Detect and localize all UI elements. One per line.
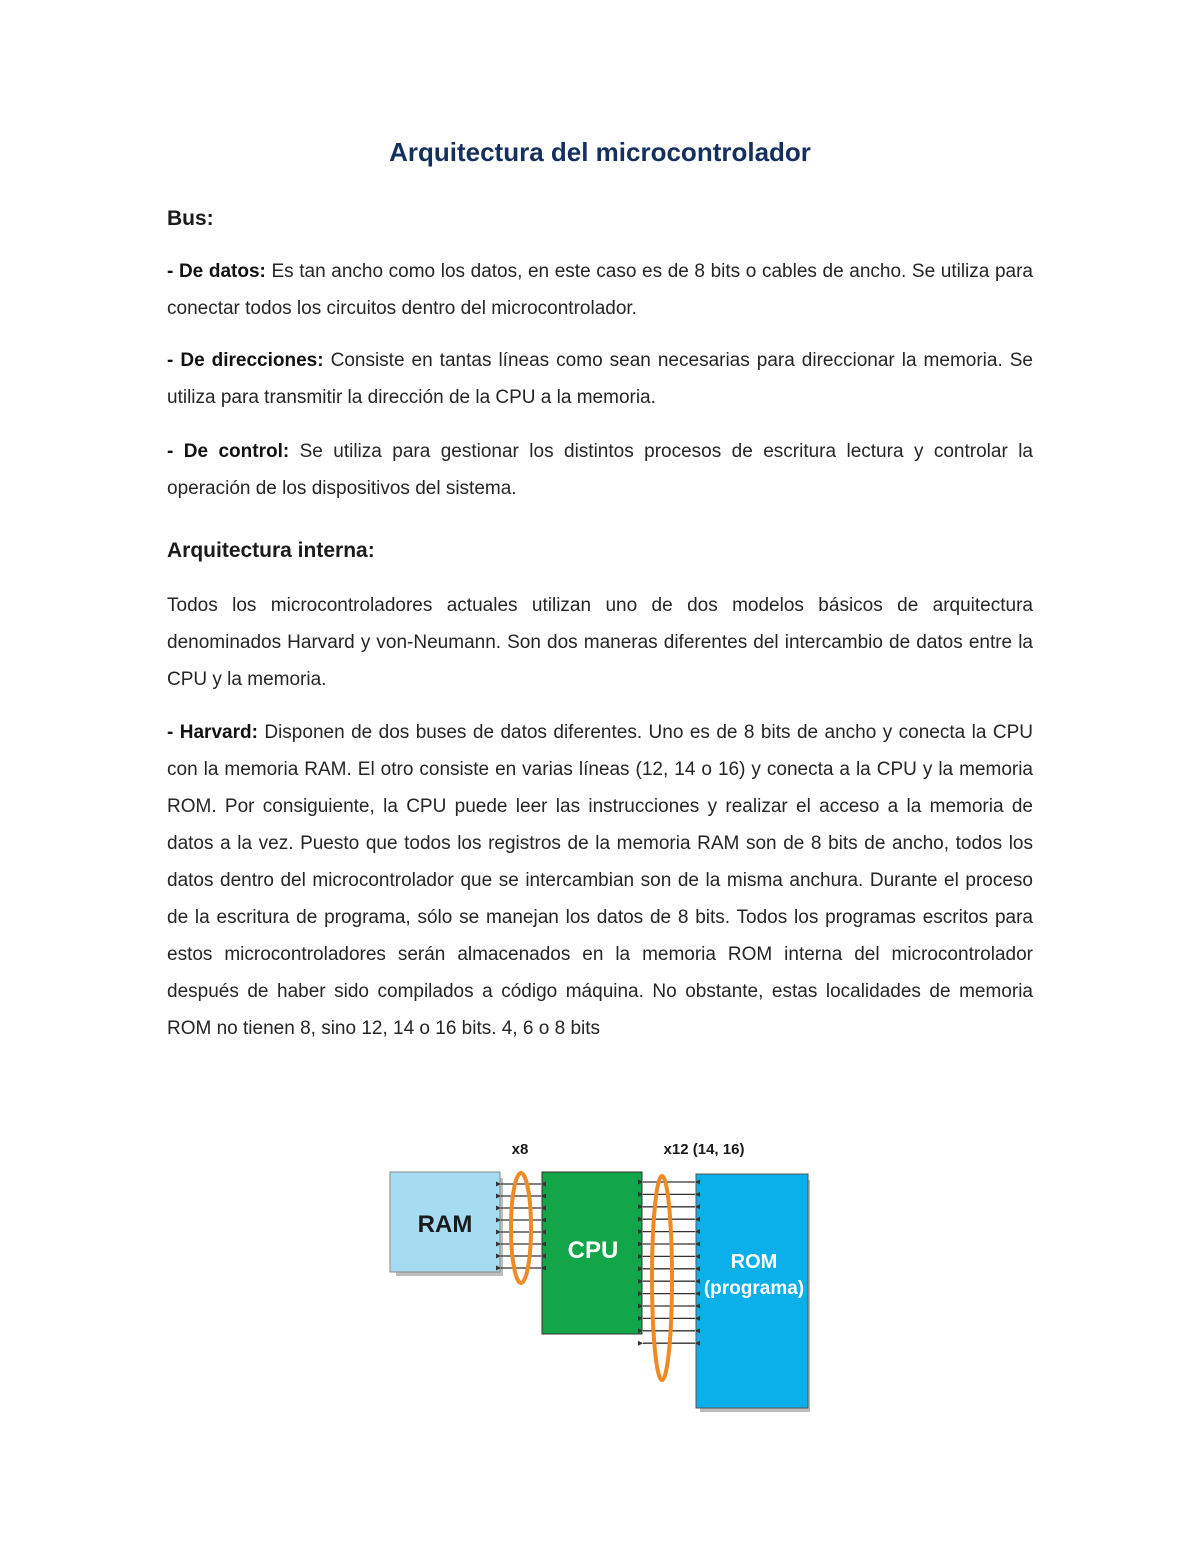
harvard-text: Disponen de dos buses de datos diferentes. Uno es de 8 bits de ancho y conecta la CPU con la memoria RAM. El otro consiste en varias líneas (12, 14 o 16) y conecta a la CPU y la memoria ROM. Por consiguiente, la CPU puede leer las instrucciones y realizar el acceso a la memoria de datos a la vez. Puesto que todos los registros de la memoria RAM son de 8 bits de ancho, todos los datos dentro del microcontrolador que se intercambian son de la misma anchura. Durante el proceso de la escritura de programa, sólo se manejan los datos de 8 bits. Todos los programas escritos para estos microcontroladores serán almacenados en la memoria ROM interna del microcontrolador después de haber sido compilados a código máquina. No obstante, estas localidades de memoria ROM no tienen 8, sino 12, 14 o 16 bits. 4, 6 o 8 bits <box>167 722 1034 1039</box>
bus-item-text: Es tan ancho como los datos, en este caso es de 8 bits o cables de ancho. Se utiliza para conectar todos los circuitos dentro del microcontrolador. <box>167 261 1033 319</box>
bus-wires-left <box>496 1182 546 1271</box>
bus-item-text: Consiste en tantas líneas como sean necesarias para direccionar la memoria. Se utiliza para transmitir la dirección de la CPU a la memoria. <box>167 350 1033 408</box>
document-title: Arquitectura del microcontrolador <box>389 137 811 167</box>
rom-label: ROM <box>730 1251 778 1273</box>
ram-label: RAM <box>417 1211 473 1238</box>
bus-item-direcciones <box>167 342 1033 416</box>
bus-item-control <box>167 433 1033 507</box>
bus-right-label: x12 (14, 16) <box>663 1141 745 1158</box>
bus-left-label: x8 <box>511 1141 529 1158</box>
bus-item-text: Se utiliza para gestionar los distintos procesos de escritura lectura y controlar la operación de los dispositivos del sistema. <box>167 441 1033 499</box>
arch-heading: Arquitectura interna: <box>167 539 375 562</box>
bus-ring-left <box>511 1173 531 1283</box>
harvard-diagram-svg <box>388 1136 818 1416</box>
harvard-term: - Harvard: <box>167 722 258 743</box>
arch-intro-paragraph: Todos los microcontroladores actuales utilizan uno de dos modelos básicos de arquitectura denominados Harvard y von-Neumann. Son dos maneras diferentes del intercambio de datos entre la CPU y la memoria. <box>167 595 1033 690</box>
bus-wire-arrow <box>638 1341 643 1346</box>
rom-sublabel: (programa) <box>703 1278 805 1299</box>
bus-item-datos <box>167 253 1033 327</box>
bus-item-term: - De control: <box>167 441 290 462</box>
bus-item-term: - De direcciones: <box>167 350 324 371</box>
bus-item-term: - De datos: <box>167 261 266 282</box>
bus-heading: Bus: <box>167 207 214 230</box>
cpu-label: CPU <box>567 1237 619 1264</box>
harvard-paragraph <box>167 714 1033 1047</box>
harvard-diagram <box>388 1136 818 1421</box>
